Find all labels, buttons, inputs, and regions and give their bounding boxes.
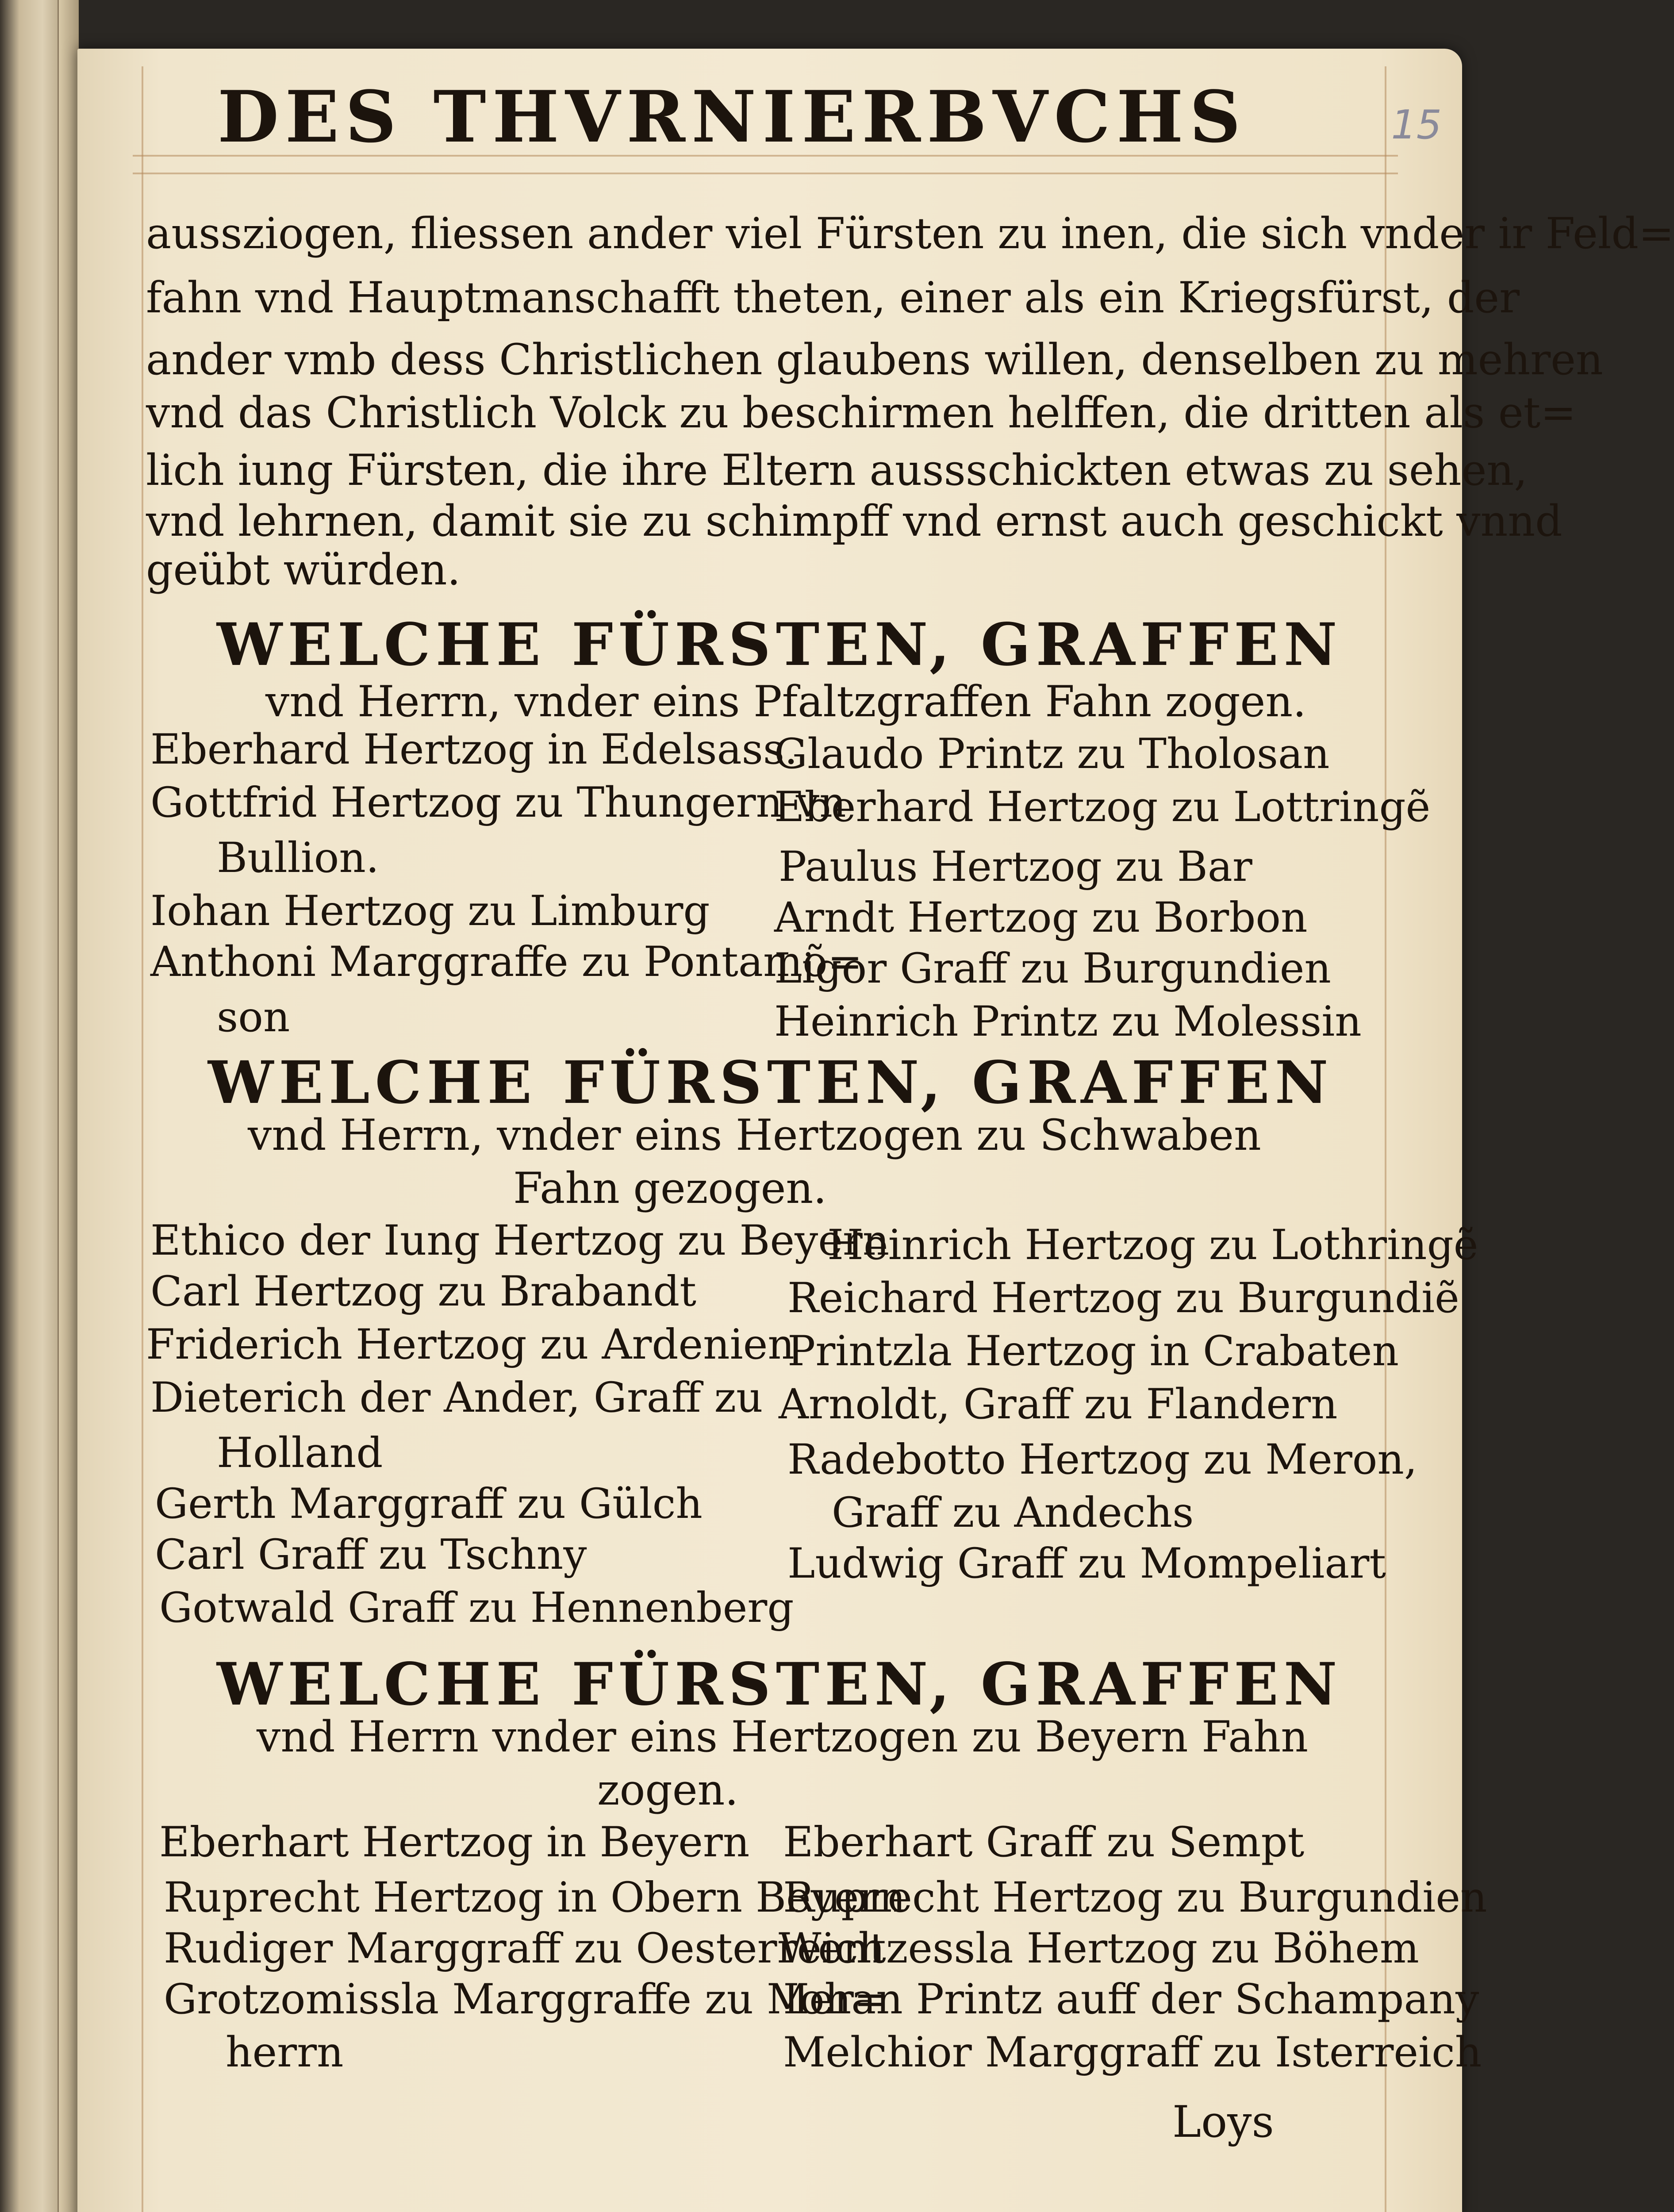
section-heading: WELCHE FÜRSTEN, GRAFFEN [217,1650,1343,1719]
section-subheading: vnd Herrn vnder eins Hertzogen zu Beyern Fahn [257,1712,1309,1762]
list-entry-right: Reichard Hertzog zu Burgundiẽ [787,1274,1459,1322]
list-entry-left: herrn [226,2028,344,2077]
section-subheading: zogen. [597,1765,738,1815]
list-entry-left: Rudiger Marggraff zu Oesterreich [164,1924,885,1973]
list-entry-left: Eberhart Hertzog in Beyern [159,1818,750,1866]
list-entry-right: Ruprecht Hertzog zu Burgundien [783,1874,1487,1922]
paragraph-line: ander vmb dess Christlichen glaubens willen, denselben zu mehren [146,335,1603,384]
catchword: Loys [1172,2097,1274,2147]
list-entry-right: Eberhart Graff zu Sempt [783,1818,1305,1866]
section-heading: WELCHE FÜRSTEN, GRAFFEN [208,1048,1334,1117]
list-entry-left: Ethico der Iung Hertzog zu Beyern [150,1217,890,1265]
list-entry-left: son [217,993,290,1041]
paragraph-line: vnd das Christlich Volck zu beschirmen helffen, die dritten als et= [146,388,1576,438]
list-entry-right: Paulus Hertzog zu Bar [779,843,1252,891]
list-entry-right: Glaudo Printz zu Tholosan [774,730,1330,778]
list-entry-right: Wentzessla Hertzog zu Böhem [779,1924,1419,1973]
list-entry-right: Printzla Hertzog in Crabaten [787,1327,1399,1375]
paragraph-line: lich iung Fürsten, die ihre Eltern aussschickten etwas zu sehen, [146,445,1528,495]
list-entry-left: Carl Graff zu Tschny [155,1531,587,1579]
page-stack-edge [58,0,79,2212]
list-entry-left: Carl Hertzog zu Brabandt [150,1267,697,1316]
paragraph-line: geübt würden. [146,545,461,595]
paragraph-line: vnd lehrnen, damit sie zu schimpff vnd ernst auch geschickt vnnd [146,496,1563,546]
list-entry-right: Arndt Hertzog zu Borbon [774,894,1308,942]
list-entry-left: Friderich Hertzog zu Ardenien [146,1321,795,1369]
list-entry-left: Gotwald Graff zu Hennenberg [159,1584,794,1632]
list-entry-left: Eberhard Hertzog in Edelsass. [150,726,798,774]
list-entry-left: Gottfrid Hertzog zu Thungern vn [150,779,846,827]
list-entry-right: Iohan Printz auff der Schampany [783,1975,1479,2024]
list-entry-right: Melchior Marggraff zu Isterreich [783,2028,1482,2077]
section-heading: WELCHE FÜRSTEN, GRAFFEN [217,611,1343,679]
section-subheading: vnd Herrn, vnder eins Pfaltzgraffen Fahn zogen. [265,677,1306,726]
list-entry-right: Radebotto Hertzog zu Meron, [787,1436,1417,1484]
section-subheading: vnd Herrn, vnder eins Hertzogen zu Schwaben [248,1110,1261,1160]
list-entry-left: Dieterich der Ander, Graff zu [150,1374,763,1422]
list-entry-left: Ruprecht Hertzog in Obern Beyern [164,1874,906,1922]
page-title: DES THVRNIERBVCHS [217,75,1247,158]
folio-number: 15 [1391,102,1442,148]
list-entry-right: Ludwig Graff zu Mompeliart [787,1540,1386,1588]
list-entry-right: Ligor Graff zu Burgundien [774,945,1331,993]
list-entry-right: Eberhard Hertzog zu Lottringẽ [774,783,1431,831]
list-entry-left: Holland [217,1429,383,1477]
list-entry-left: Gerth Marggraff zu Gülch [155,1480,703,1528]
list-entry-right: Arnoldt, Graff zu Flandern [779,1380,1338,1429]
top-rule-2 [133,173,1398,174]
list-entry-right: Heinrich Printz zu Molessin [774,998,1362,1046]
list-entry-left: Grotzomissla Marggraffe zu Mer= [164,1975,889,2024]
list-entry-left: Iohan Hertzog zu Limburg [150,887,710,935]
margin-rule-left [142,66,143,2212]
section-subheading: Fahn gezogen. [513,1164,827,1213]
list-entry-left: Anthoni Marggraffe zu Pontamõ= [150,938,863,986]
paragraph-line: aussziogen, fliessen ander viel Fürsten zu inen, die sich vnder ir Feld= [146,209,1674,258]
list-entry-right: Graff zu Andechs [832,1489,1194,1537]
list-entry-left: Bullion. [217,834,379,882]
paragraph-line: fahn vnd Hauptmanschafft theten, einer als ein Kriegsfürst, der [146,273,1520,323]
list-entry-right: Heinrich Hertzog zu Lothringẽ [827,1221,1478,1269]
